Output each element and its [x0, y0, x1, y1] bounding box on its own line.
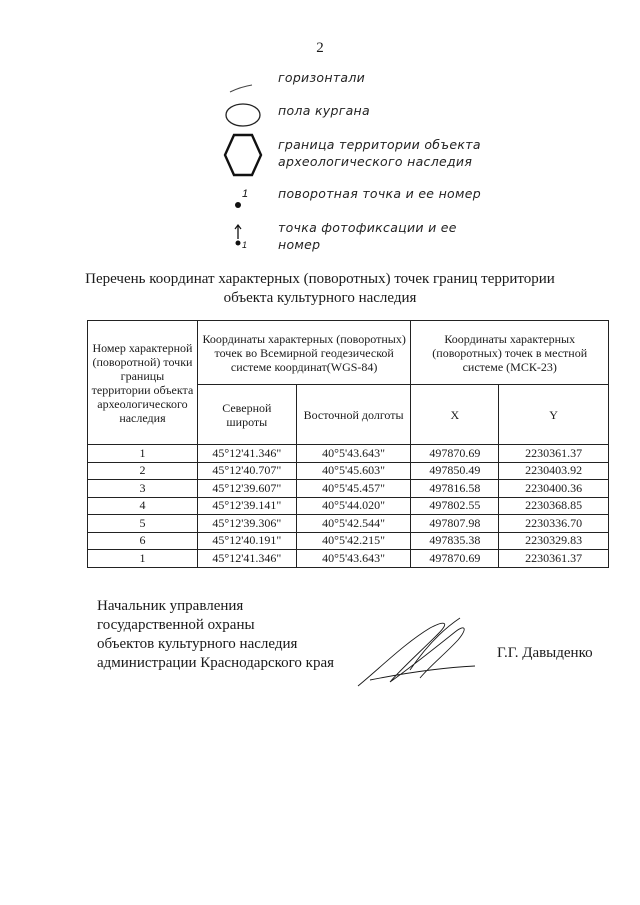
legend-label: поворотная точка и ее номер	[278, 186, 481, 201]
cell-y: 2230368.85	[499, 497, 609, 515]
table-row	[88, 480, 609, 498]
cell-point: 5	[88, 515, 198, 533]
table-row	[88, 532, 609, 550]
cell-latitude: 45°12'39.306"	[197, 515, 296, 533]
cell-latitude: 45°12'41.346"	[197, 550, 296, 568]
cell-longitude: 40°5'42.544"	[296, 515, 411, 533]
cell-y: 2230329.83	[499, 532, 609, 550]
header-y: Y	[499, 385, 609, 445]
table-row	[88, 497, 609, 515]
cell-longitude: 40°5'44.020"	[296, 497, 411, 515]
cell-y: 2230403.92	[499, 462, 609, 480]
legend-item-photo-point	[218, 216, 598, 256]
table-row	[88, 445, 609, 463]
cell-longitude: 40°5'43.643"	[296, 445, 411, 463]
legend-label: горизонтали	[278, 70, 366, 85]
cell-x: 497870.69	[411, 550, 499, 568]
cell-x: 497802.55	[411, 497, 499, 515]
header-longitude: Восточной долготы	[296, 385, 411, 445]
cell-point: 3	[88, 480, 198, 498]
heading-line-2: объекта культурного наследия	[223, 290, 417, 306]
table-heading	[80, 270, 560, 308]
legend-label: граница территории объекта археологического наследия	[278, 137, 481, 169]
signatory-title	[97, 597, 334, 673]
cell-point: 1	[88, 550, 198, 568]
hexagon-icon	[218, 130, 268, 180]
cell-point: 6	[88, 532, 198, 550]
signatory-line: администрации Краснодарского края	[97, 655, 335, 671]
header-latitude: Северной широты	[197, 385, 296, 445]
table-row	[88, 550, 609, 568]
cell-longitude: 40°5'45.457"	[296, 480, 411, 498]
legend-label: пола кургана	[278, 103, 370, 118]
cell-y: 2230361.37	[499, 445, 609, 463]
handwritten-signature	[350, 608, 480, 698]
cell-latitude: 45°12'39.141"	[197, 497, 296, 515]
cell-point: 1	[88, 445, 198, 463]
cell-point: 2	[88, 462, 198, 480]
cell-x: 497835.38	[411, 532, 499, 550]
signatory-line: государственной охраны	[97, 617, 255, 633]
signatory-name: Г.Г. Давыденко	[497, 645, 593, 661]
page-number: 2	[316, 40, 324, 56]
table-row	[88, 515, 609, 533]
turning-point-number: 1	[242, 188, 249, 200]
coordinates-table	[87, 320, 609, 568]
signatory-line: Начальник управления	[97, 598, 244, 614]
header-wgs-group: Координаты характерных (поворотных) точек во Всемирной геодезической системе координат(WGS-84)	[197, 321, 411, 385]
cell-latitude: 45°12'39.607"	[197, 480, 296, 498]
cell-longitude: 40°5'43.643"	[296, 550, 411, 568]
cell-y: 2230400.36	[499, 480, 609, 498]
signatory-line: объектов культурного наследия	[97, 636, 298, 652]
cell-x: 497850.49	[411, 462, 499, 480]
cell-x: 497870.69	[411, 445, 499, 463]
header-point-number: Номер характерной (поворотной) точки границы территории объекта археологического наследия	[88, 321, 198, 445]
cell-x: 497807.98	[411, 515, 499, 533]
legend-label: точка фотофиксации и ее номер	[278, 220, 457, 252]
cell-point: 4	[88, 497, 198, 515]
cell-longitude: 40°5'45.603"	[296, 462, 411, 480]
header-x: X	[411, 385, 499, 445]
cell-latitude: 45°12'41.346"	[197, 445, 296, 463]
legend-item-hexagon	[218, 130, 598, 180]
cell-y: 2230361.37	[499, 550, 609, 568]
cell-x: 497816.58	[411, 480, 499, 498]
cell-longitude: 40°5'42.215"	[296, 532, 411, 550]
cell-y: 2230336.70	[499, 515, 609, 533]
table-row	[88, 462, 609, 480]
header-msk-group: Координаты характерных (поворотных) точек в местной системе (МСК-23)	[411, 321, 609, 385]
heading-line-1: Перечень координат характерных (поворотных) точек границ территории	[85, 271, 555, 287]
cell-latitude: 45°12'40.707"	[197, 462, 296, 480]
photo-point-number: 1	[242, 240, 248, 250]
cell-latitude: 45°12'40.191"	[197, 532, 296, 550]
photo-point-icon	[218, 216, 268, 256]
